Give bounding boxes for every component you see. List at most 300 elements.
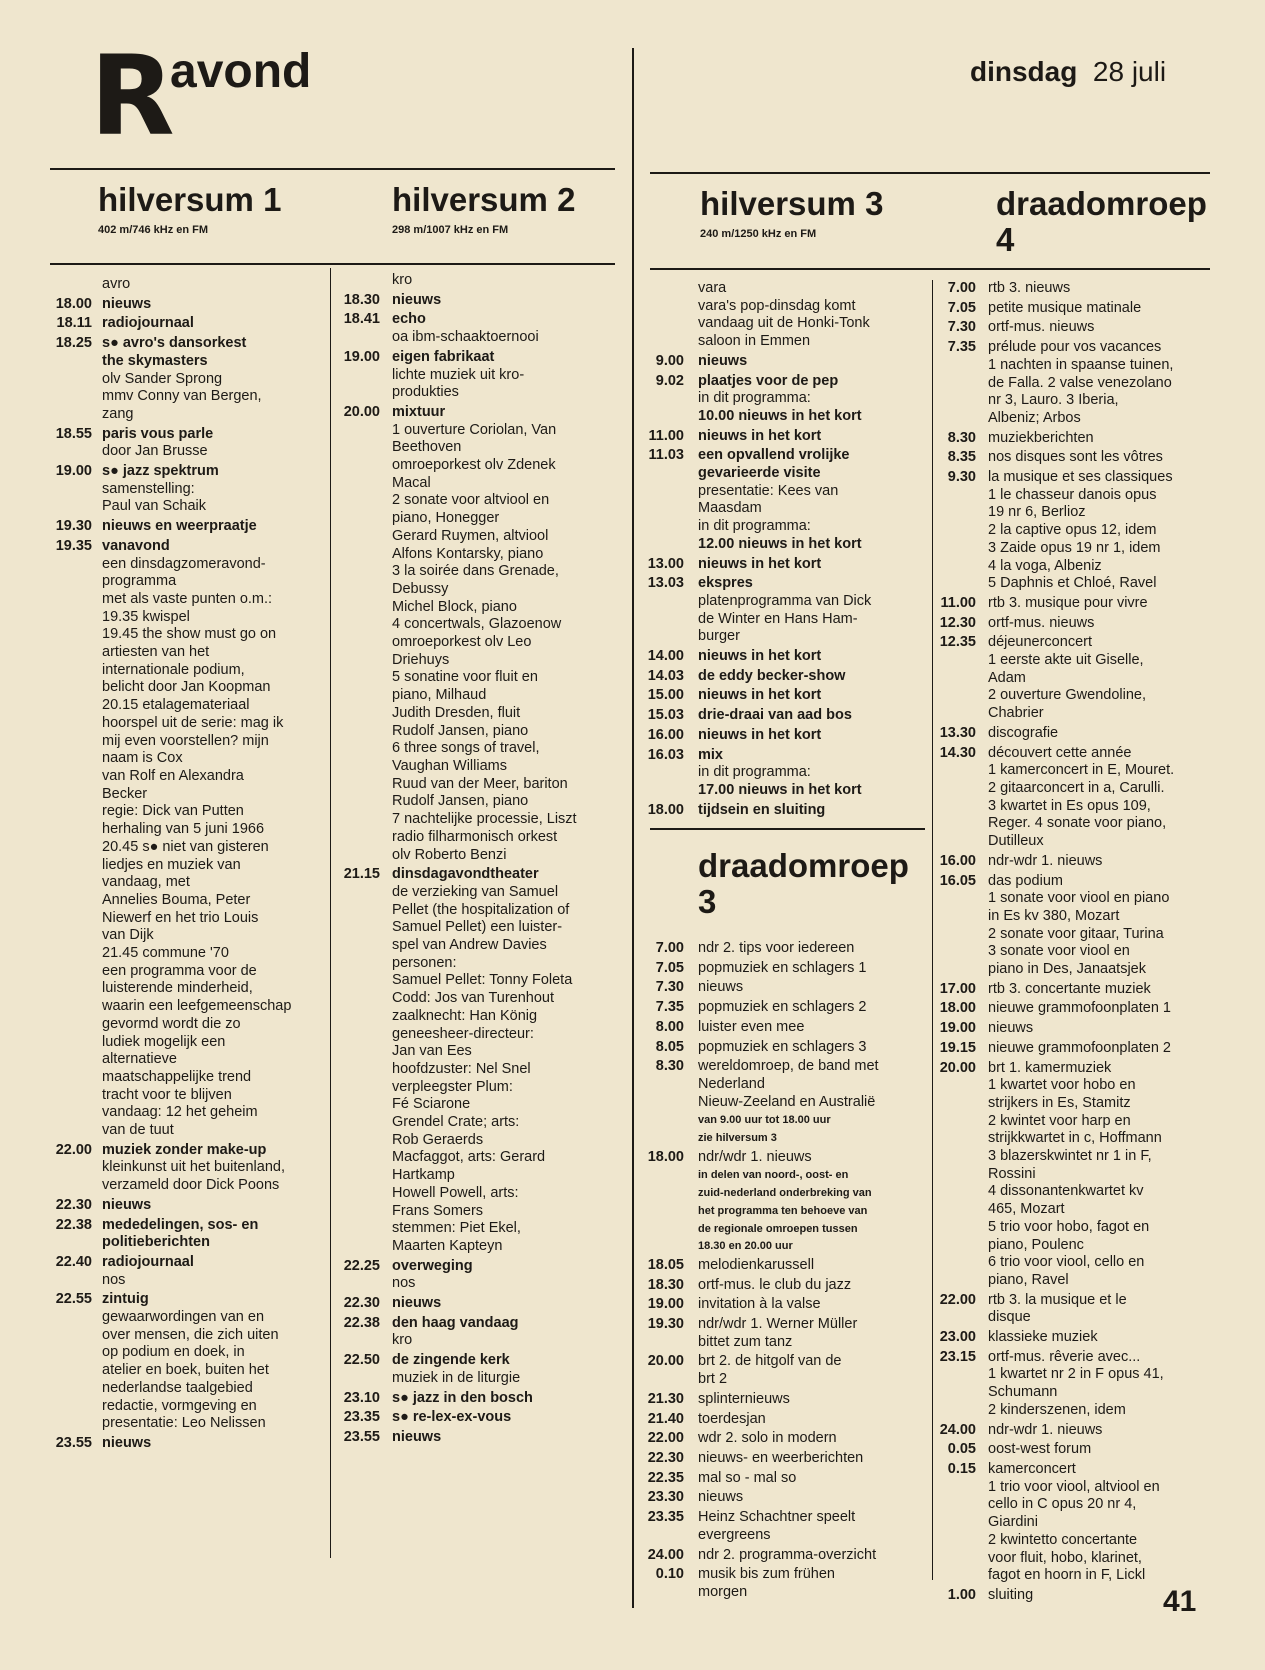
program-text [102, 945, 325, 963]
program-detail: Vaughan Williams [392, 757, 507, 774]
program-text [988, 280, 1226, 298]
program-text [102, 1327, 325, 1345]
program-detail: popmuziek en schlagers 1 [698, 959, 867, 976]
program-text [392, 367, 624, 385]
center-divider [632, 48, 634, 1608]
program-line [334, 528, 624, 546]
program-detail: Nieuw-Zeeland en Australië [698, 1093, 876, 1110]
program-line [636, 593, 928, 611]
program-text [698, 628, 928, 646]
program-detail: piano, Milhaud [392, 687, 487, 704]
program-time: 18.55 [55, 425, 92, 442]
program-line [334, 457, 624, 475]
program-time: 22.30 [55, 1196, 92, 1213]
program-text [988, 1309, 1226, 1327]
program-text [102, 733, 325, 751]
program-time: 18.05 [647, 1256, 684, 1273]
program-text [392, 616, 624, 634]
program-time [936, 1201, 976, 1219]
program-line [936, 798, 1226, 816]
program-detail: 1 trio voor viool, altviool en [988, 1478, 1160, 1495]
program-line [40, 1087, 325, 1105]
program-time [936, 410, 976, 428]
program-time [334, 740, 380, 758]
program-line [40, 481, 325, 499]
program-text [102, 892, 325, 910]
program-text [392, 1132, 624, 1150]
program-detail: piano in Des, Janaatsjek [988, 961, 1146, 978]
program-detail: vara's pop-dinsdag komt [698, 297, 856, 314]
program-line [936, 575, 1226, 593]
program-line [636, 782, 928, 800]
program-text [988, 705, 1226, 723]
program-detail: Rossini [988, 1165, 1036, 1182]
program-time [636, 1166, 684, 1184]
program-time [936, 833, 976, 851]
program-time: 14.30 [939, 744, 976, 761]
program-time [40, 733, 92, 751]
program-title: echo [392, 311, 426, 328]
program-time [40, 697, 92, 715]
program-text [988, 762, 1226, 780]
program-title: drie-draai van aad bos [698, 707, 852, 724]
program-line [936, 745, 1226, 763]
program-line [334, 1008, 624, 1026]
program-text [392, 1275, 624, 1293]
program-detail: popmuziek en schlagers 3 [698, 1038, 867, 1055]
program-detail: Fé Sciarone [392, 1096, 471, 1113]
program-time [334, 384, 380, 402]
program-line [936, 339, 1226, 357]
program-text [392, 457, 624, 475]
program-line [40, 335, 325, 353]
program-title: nieuws in het kort [698, 726, 822, 743]
program-line [40, 1122, 325, 1140]
program-detail: olv Roberto Benzi [392, 846, 507, 863]
program-title: de eddy becker-show [698, 667, 846, 684]
program-detail: Albeniz; Arbos [988, 409, 1081, 426]
program-line [936, 815, 1226, 833]
program-time [40, 1309, 92, 1327]
program-detail: 1 kamerconcert in E, Mouret. [988, 762, 1175, 779]
program-detail: Becker [102, 785, 148, 802]
program-time [936, 540, 976, 558]
program-detail: strijkers in Es, Stamitz [988, 1094, 1131, 1111]
program-time [936, 815, 976, 833]
program-line [334, 687, 624, 705]
program-time [636, 518, 684, 536]
program-text [392, 740, 624, 758]
program-time [40, 1051, 92, 1069]
program-detail: 5 Daphnis et Chloé, Ravel [988, 575, 1157, 592]
program-line [936, 469, 1226, 487]
program-text [392, 1315, 624, 1333]
program-line [40, 426, 325, 444]
program-text [698, 556, 928, 574]
program-list-draadomroep3 [636, 940, 928, 1602]
program-time: 23.55 [343, 1429, 380, 1445]
program-text [988, 853, 1226, 871]
program-line [334, 1185, 624, 1203]
program-detail: nieuws- en weerberichten [698, 1449, 864, 1466]
program-time [334, 457, 380, 475]
program-detail: Maarten Kapteyn [392, 1237, 503, 1254]
program-text [392, 829, 624, 847]
program-text [392, 972, 624, 990]
program-line [936, 687, 1226, 705]
program-time: 21.15 [343, 866, 380, 883]
program-line [40, 1344, 325, 1362]
program-text [392, 1079, 624, 1097]
program-time: 9.02 [655, 372, 684, 389]
program-time [40, 803, 92, 821]
program-text [988, 392, 1226, 410]
program-detail: de verzieking van Samuel [392, 883, 559, 900]
program-time [40, 1159, 92, 1177]
program-detail: Macal [392, 474, 431, 491]
program-detail: Frans Somers [392, 1202, 484, 1219]
program-text [988, 798, 1226, 816]
program-text [988, 1000, 1226, 1018]
program-text [392, 1026, 624, 1044]
program-time [636, 1220, 684, 1238]
program-title: eigen fabrikaat [392, 348, 495, 365]
program-time [40, 573, 92, 591]
program-detail: presentatie: Leo Nelissen [102, 1415, 266, 1432]
program-detail: Howell Powell, arts: [392, 1184, 519, 1201]
program-time [334, 955, 380, 973]
program-detail: personen: [392, 954, 457, 971]
program-line [636, 1129, 928, 1147]
program-title: politieberichten [102, 1234, 210, 1251]
program-title: nieuws [698, 352, 748, 369]
program-time [40, 892, 92, 910]
program-detail: 19.35 kwispel [102, 608, 190, 625]
program-detail: Rudolf Jansen, piano [392, 722, 529, 739]
program-text [698, 1277, 928, 1295]
program-text [988, 487, 1226, 505]
program-title: nieuws [102, 1435, 152, 1451]
program-time: 23.30 [647, 1489, 684, 1506]
program-time [40, 1069, 92, 1087]
program-line [334, 829, 624, 847]
program-time [936, 943, 976, 961]
station-frequency-hilversum2: 298 m/1007 kHz en FM [392, 224, 509, 236]
program-line [636, 1391, 928, 1409]
program-time [40, 1415, 92, 1433]
program-detail: Alfons Kontarsky, piano [392, 545, 544, 562]
program-time [936, 1254, 976, 1272]
program-note: van 9.00 uur tot 18.00 uur [698, 1114, 831, 1127]
program-line [636, 1450, 928, 1468]
program-time [334, 705, 380, 723]
program-detail: sluiting [988, 1586, 1034, 1603]
program-line [334, 599, 624, 617]
program-text [988, 575, 1226, 593]
program-line [936, 410, 1226, 428]
program-line [40, 910, 325, 928]
program-line [636, 465, 928, 483]
program-line [636, 1547, 928, 1565]
program-time [40, 1272, 92, 1290]
program-time: 18.11 [56, 315, 92, 332]
program-time [636, 1202, 684, 1220]
program-text [392, 793, 624, 811]
program-text [102, 839, 325, 857]
program-detail: wereldomroep, de band met [698, 1058, 879, 1075]
program-line [40, 679, 325, 697]
program-detail: nieuwe grammofoonplaten 2 [988, 1039, 1171, 1056]
program-text [698, 1202, 928, 1220]
program-line [636, 764, 928, 782]
program-text [392, 349, 624, 367]
program-text [698, 1430, 928, 1448]
program-detail: herhaling van 5 juni 1966 [102, 821, 265, 838]
program-line [40, 296, 325, 314]
program-text [698, 802, 928, 820]
program-text [698, 1353, 928, 1371]
program-list-hilversum3 [636, 280, 928, 819]
program-text [698, 1584, 928, 1602]
program-line [334, 1315, 624, 1333]
program-line [936, 652, 1226, 670]
program-line [334, 311, 624, 329]
program-text [102, 406, 325, 424]
program-line [936, 449, 1226, 467]
program-text [698, 315, 928, 333]
program-detail: petite musique matinale [988, 299, 1142, 316]
program-line [636, 1296, 928, 1314]
program-line [936, 1567, 1226, 1585]
program-text [102, 786, 325, 804]
program-line [636, 628, 928, 646]
program-time [636, 280, 684, 298]
program-detail: nos disques sont les vôtres [988, 449, 1163, 466]
program-detail: liedjes en muziek van [102, 856, 241, 873]
program-time [936, 1550, 976, 1568]
program-time [636, 536, 684, 554]
program-time [40, 927, 92, 945]
program-time [40, 1380, 92, 1398]
program-detail: in Es kv 380, Mozart [988, 907, 1120, 924]
program-time: 23.35 [647, 1509, 684, 1526]
header-rule-left [50, 263, 615, 265]
program-line [636, 1166, 928, 1184]
program-time: 23.10 [343, 1389, 380, 1406]
program-line [40, 573, 325, 591]
column-divider-left [330, 268, 331, 1558]
program-detail: waarin een leefgemeenschap [102, 998, 292, 1015]
program-text [988, 1422, 1226, 1440]
program-line [936, 634, 1226, 652]
program-text [988, 595, 1226, 613]
program-line [636, 1334, 928, 1352]
program-detail: ortf-mus. nieuws [988, 614, 1095, 631]
program-detail: 2 kinderszenen, idem [988, 1401, 1126, 1418]
program-line [936, 1349, 1226, 1367]
program-line [40, 1142, 325, 1160]
program-detail: ndr-wdr 1. nieuws [988, 852, 1103, 869]
program-time [40, 1234, 92, 1252]
program-line [936, 1479, 1226, 1497]
program-time [936, 670, 976, 688]
program-time [334, 776, 380, 794]
program-line [334, 919, 624, 937]
program-line [636, 1509, 928, 1527]
program-text [102, 1034, 325, 1052]
program-title: plaatjes voor de pep [698, 372, 839, 389]
program-text [698, 727, 928, 745]
program-time: 0.15 [947, 1461, 976, 1477]
program-line [40, 1362, 325, 1380]
program-line [936, 522, 1226, 540]
program-text [988, 961, 1226, 979]
program-time [636, 1076, 684, 1094]
program-text [102, 538, 325, 556]
program-line [636, 1058, 928, 1076]
program-line [40, 1309, 325, 1327]
program-detail: popmuziek en schlagers 2 [698, 999, 867, 1016]
program-line [40, 1069, 325, 1087]
program-time: 18.00 [647, 801, 684, 818]
program-title: paris vous parle [102, 425, 214, 442]
program-line [936, 833, 1226, 851]
program-text [988, 1402, 1226, 1420]
program-time: 7.30 [655, 979, 684, 996]
program-text [988, 1148, 1226, 1166]
program-text [698, 280, 928, 298]
program-line [636, 1316, 928, 1334]
program-line [40, 276, 325, 294]
program-time: 18.41 [343, 311, 380, 328]
program-line [40, 388, 325, 406]
program-time [40, 839, 92, 857]
program-time [334, 793, 380, 811]
program-text [102, 556, 325, 574]
program-time [936, 1479, 976, 1497]
program-line [636, 447, 928, 465]
program-text [102, 803, 325, 821]
program-detail: discografie [988, 724, 1059, 741]
program-line [636, 648, 928, 666]
program-time [936, 687, 976, 705]
program-text [698, 1470, 928, 1488]
program-line [334, 1026, 624, 1044]
program-text [392, 1096, 624, 1114]
program-time [40, 750, 92, 768]
program-text [988, 1077, 1226, 1095]
program-detail: rtb 3. la musique et le [988, 1291, 1127, 1308]
program-time [40, 498, 92, 516]
program-line [40, 1435, 325, 1453]
program-detail: brt 1. kamermuziek [988, 1059, 1112, 1076]
program-detail: samenstelling: [102, 480, 195, 497]
program-time [40, 644, 92, 662]
program-line [334, 902, 624, 920]
program-time [334, 1220, 380, 1238]
header-rule-right [650, 268, 1210, 270]
program-detail: oa ibm-schaaktoernooi [392, 329, 539, 346]
program-detail: nederlandse taalgebied [102, 1379, 253, 1396]
section-title: avond [170, 45, 312, 98]
program-line [636, 1584, 928, 1602]
program-time: 16.05 [939, 872, 976, 889]
program-text [102, 1344, 325, 1362]
program-text [102, 335, 325, 353]
program-text [102, 998, 325, 1016]
program-text [102, 1272, 325, 1290]
program-text [392, 599, 624, 617]
program-detail: musik bis zum frühen [698, 1566, 835, 1583]
program-line [636, 687, 928, 705]
program-text [102, 750, 325, 768]
program-title: nieuws [392, 1429, 442, 1445]
program-text [698, 1094, 928, 1112]
program-line [936, 1113, 1226, 1131]
program-detail: 7 nachtelijke processie, Liszt [392, 811, 577, 828]
program-line [40, 715, 325, 733]
program-detail: lichte muziek uit kro- [392, 366, 525, 383]
page-number: 41 [1163, 1585, 1197, 1618]
program-text [698, 1411, 928, 1429]
program-time: 12.35 [939, 634, 976, 651]
program-detail: 3 sonate voor viool en [988, 943, 1130, 960]
program-detail: Michel Block, piano [392, 598, 517, 615]
program-time [334, 1096, 380, 1114]
program-time [40, 626, 92, 644]
program-time: 18.30 [647, 1276, 684, 1293]
program-title: s● avro's dansorkest [102, 335, 247, 352]
program-text [102, 1234, 325, 1252]
program-text [102, 980, 325, 998]
program-time [636, 1184, 684, 1202]
program-time [334, 1114, 380, 1132]
program-title: nieuws in het kort [698, 555, 822, 572]
program-time [334, 972, 380, 990]
program-text [988, 339, 1226, 357]
program-detail: ndr/wdr 1. nieuws [698, 1148, 812, 1165]
program-detail: Nederland [698, 1075, 765, 1092]
program-text [698, 1019, 928, 1037]
program-line [936, 375, 1226, 393]
program-line [334, 937, 624, 955]
program-time: 9.00 [655, 352, 684, 369]
program-detail: Chabrier [988, 705, 1044, 722]
program-text [392, 687, 624, 705]
station-frequency-hilversum1: 402 m/746 kHz en FM [98, 224, 209, 236]
program-detail: Pellet (the hospitalization of [392, 901, 570, 918]
program-detail: belicht door Jan Koopman [102, 679, 271, 696]
program-detail: muziekberichten [988, 429, 1094, 446]
program-note: het programma ten behoeve van [698, 1204, 868, 1217]
program-detail: mmv Conny van Bergen, [102, 388, 262, 405]
program-line [636, 1411, 928, 1429]
program-text [102, 481, 325, 499]
program-text [698, 428, 928, 446]
program-line [636, 333, 928, 351]
program-line [636, 1149, 928, 1167]
program-line [636, 1371, 928, 1389]
program-text [392, 1114, 624, 1132]
program-text [698, 1149, 928, 1167]
program-line [334, 492, 624, 510]
program-text [102, 443, 325, 461]
program-time: 11.00 [940, 594, 976, 611]
program-time [936, 558, 976, 576]
program-detail: rtb 3. concertante muziek [988, 980, 1151, 997]
program-detail: naam is Cox [102, 750, 183, 767]
draadomroep3-rule [650, 828, 925, 830]
